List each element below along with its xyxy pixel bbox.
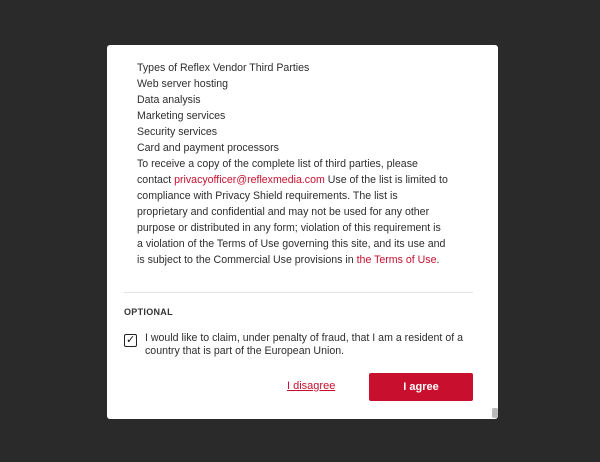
paragraph-line: purpose or distributed in any form; violation of this requirement is bbox=[137, 222, 441, 234]
terms-of-use-link[interactable]: the Terms of Use bbox=[356, 254, 437, 266]
paragraph-text: Use of the list is limited to bbox=[324, 174, 448, 186]
scrollbar-thumb[interactable] bbox=[492, 408, 498, 418]
eu-resident-checkbox[interactable] bbox=[124, 334, 137, 347]
paragraph-line bbox=[137, 172, 477, 188]
paragraph-line: compliance with Privacy Shield requirements. The list is bbox=[137, 190, 398, 202]
checkmark-icon: ✓ bbox=[126, 334, 136, 346]
privacy-modal bbox=[107, 45, 498, 419]
third-parties-content bbox=[137, 60, 477, 268]
paragraph-line: proprietary and confidential and may not be used for any other bbox=[137, 206, 430, 218]
disagree-button[interactable]: I disagree bbox=[287, 380, 336, 392]
list-item: Marketing services bbox=[137, 110, 226, 122]
paragraph-line: To receive a copy of the complete list of third parties, please bbox=[137, 158, 418, 170]
list-item: Data analysis bbox=[137, 94, 201, 106]
agree-button[interactable]: I agree bbox=[369, 373, 473, 401]
paragraph-text: contact bbox=[137, 174, 172, 186]
list-heading: Types of Reflex Vendor Third Parties bbox=[137, 62, 310, 74]
paragraph-text: is subject to the Commercial Use provisions in bbox=[137, 254, 357, 266]
paragraph-line: a violation of the Terms of Use governing this site, and its use and bbox=[137, 238, 446, 250]
section-divider bbox=[124, 292, 473, 293]
list-item: Security services bbox=[137, 126, 218, 138]
paragraph-line bbox=[137, 252, 477, 268]
optional-label: OPTIONAL bbox=[124, 307, 173, 317]
list-item: Card and payment processors bbox=[137, 142, 279, 154]
paragraph-text: . bbox=[436, 254, 440, 266]
list-item: Web server hosting bbox=[137, 78, 229, 90]
modal-scroll-area[interactable] bbox=[107, 45, 498, 419]
privacy-email-link[interactable]: privacyofficer@reflexmedia.com bbox=[174, 174, 325, 186]
eu-resident-consent-label[interactable]: I would like to claim, under penalty of fraud, that I am a resident of a country that is part of the European Union. bbox=[145, 332, 463, 357]
